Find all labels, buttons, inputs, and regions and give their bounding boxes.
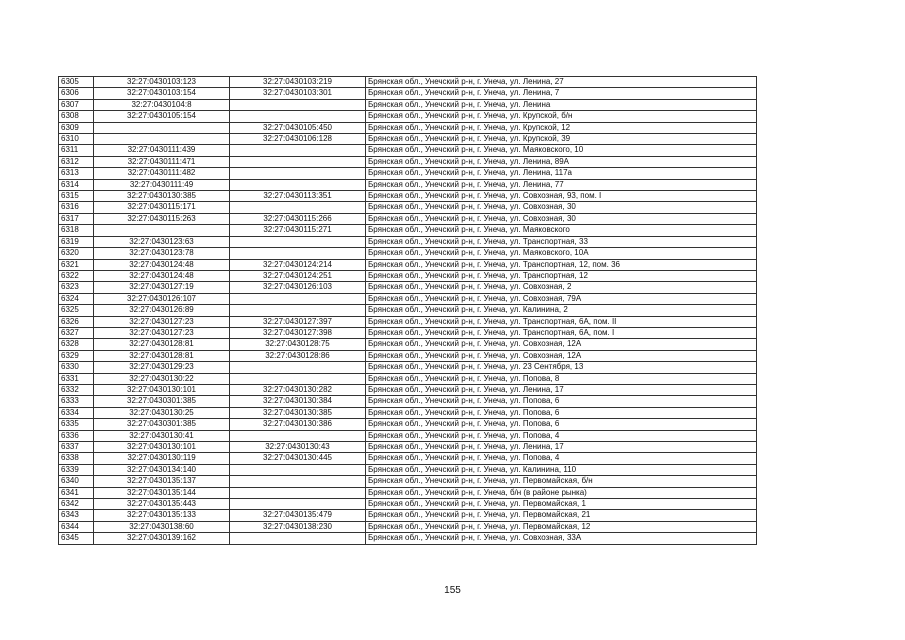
- building-cadastral-number-cell: [230, 168, 366, 179]
- land-cadastral-number-cell: 32:27:0430124:48: [94, 270, 230, 281]
- address-cell: Брянская обл., Унечский р-н, г. Унеча, ул. Совхозная, 12А: [366, 339, 757, 350]
- building-cadastral-number-cell: [230, 248, 366, 259]
- table-row: [59, 407, 757, 418]
- building-cadastral-number-cell: 32:27:0430130:43: [230, 442, 366, 453]
- row-number-cell: 6330: [59, 362, 94, 373]
- building-cadastral-number-cell: [230, 533, 366, 544]
- address-cell: Брянская обл., Унечский р-н, г. Унеча, ул. Транспортная, 33: [366, 236, 757, 247]
- land-cadastral-number-cell: 32:27:0430130:119: [94, 453, 230, 464]
- address-cell: Брянская обл., Унечский р-н, г. Унеча, ул. Первомайская, 12: [366, 521, 757, 532]
- building-cadastral-number-cell: 32:27:0430130:445: [230, 453, 366, 464]
- row-number-cell: 6342: [59, 499, 94, 510]
- address-cell: Брянская обл., Унечский р-н, г. Унеча, ул. Попова, 6: [366, 396, 757, 407]
- address-cell: Брянская обл., Унечский р-н, г. Унеча, ул. Ленина: [366, 99, 757, 110]
- row-number-cell: 6329: [59, 350, 94, 361]
- row-number-cell: 6325: [59, 305, 94, 316]
- address-cell: Брянская обл., Унечский р-н, г. Унеча, ул. Первомайская, 21: [366, 510, 757, 521]
- table-row: [59, 202, 757, 213]
- row-number-cell: 6336: [59, 430, 94, 441]
- land-cadastral-number-cell: 32:27:0430111:49: [94, 179, 230, 190]
- address-cell: Брянская обл., Унечский р-н, г. Унеча, ул. Маяковского: [366, 225, 757, 236]
- land-cadastral-number-cell: 32:27:0430139:162: [94, 533, 230, 544]
- address-cell: Брянская обл., Унечский р-н, г. Унеча, ул. Совхозная, 12А: [366, 350, 757, 361]
- building-cadastral-number-cell: [230, 99, 366, 110]
- address-cell: Брянская обл., Унечский р-н, г. Унеча, ул. Крупской, б/н: [366, 111, 757, 122]
- table-row: [59, 350, 757, 361]
- land-cadastral-number-cell: 32:27:0430135:443: [94, 499, 230, 510]
- address-cell: Брянская обл., Унечский р-н, г. Унеча, ул. Ленина, 17: [366, 442, 757, 453]
- row-number-cell: 6333: [59, 396, 94, 407]
- row-number-cell: 6311: [59, 145, 94, 156]
- row-number-cell: 6343: [59, 510, 94, 521]
- registry-table: [58, 76, 757, 545]
- building-cadastral-number-cell: [230, 487, 366, 498]
- row-number-cell: 6337: [59, 442, 94, 453]
- table-row: [59, 179, 757, 190]
- address-cell: Брянская обл., Унечский р-н, г. Унеча, ул. Первомайская, б/н: [366, 476, 757, 487]
- land-cadastral-number-cell: 32:27:0430103:154: [94, 88, 230, 99]
- row-number-cell: 6345: [59, 533, 94, 544]
- building-cadastral-number-cell: 32:27:0430105:450: [230, 122, 366, 133]
- land-cadastral-number-cell: [94, 134, 230, 145]
- table-row: [59, 327, 757, 338]
- building-cadastral-number-cell: 32:27:0430115:266: [230, 213, 366, 224]
- land-cadastral-number-cell: 32:27:0430127:19: [94, 282, 230, 293]
- land-cadastral-number-cell: 32:27:0430135:133: [94, 510, 230, 521]
- address-cell: Брянская обл., Унечский р-н, г. Унеча, ул. Ленина, 7: [366, 88, 757, 99]
- table-row: [59, 191, 757, 202]
- address-cell: Брянская обл., Унечский р-н, г. Унеча, ул. Ленина, 117а: [366, 168, 757, 179]
- table-row: [59, 362, 757, 373]
- table-row: [59, 111, 757, 122]
- building-cadastral-number-cell: [230, 156, 366, 167]
- building-cadastral-number-cell: 32:27:0430106:128: [230, 134, 366, 145]
- table-row: [59, 419, 757, 430]
- row-number-cell: 6320: [59, 248, 94, 259]
- row-number-cell: 6305: [59, 77, 94, 88]
- row-number-cell: 6319: [59, 236, 94, 247]
- land-cadastral-number-cell: 32:27:0430126:89: [94, 305, 230, 316]
- row-number-cell: 6314: [59, 179, 94, 190]
- row-number-cell: 6341: [59, 487, 94, 498]
- address-cell: Брянская обл., Унечский р-н, г. Унеча, ул. Калинина, 2: [366, 305, 757, 316]
- building-cadastral-number-cell: [230, 293, 366, 304]
- building-cadastral-number-cell: 32:27:0430127:398: [230, 327, 366, 338]
- building-cadastral-number-cell: [230, 236, 366, 247]
- table-row: [59, 156, 757, 167]
- address-cell: Брянская обл., Унечский р-н, г. Унеча, ул. Попова, 6: [366, 419, 757, 430]
- building-cadastral-number-cell: 32:27:0430130:282: [230, 384, 366, 395]
- table-row: [59, 533, 757, 544]
- building-cadastral-number-cell: [230, 179, 366, 190]
- address-cell: Брянская обл., Унечский р-н, г. Унеча, ул. Попова, 4: [366, 453, 757, 464]
- address-cell: Брянская обл., Унечский р-н, г. Унеча, ул. Совхозная, 79А: [366, 293, 757, 304]
- land-cadastral-number-cell: 32:27:0430111:439: [94, 145, 230, 156]
- row-number-cell: 6321: [59, 259, 94, 270]
- building-cadastral-number-cell: 32:27:0430128:86: [230, 350, 366, 361]
- land-cadastral-number-cell: 32:27:0430128:81: [94, 350, 230, 361]
- building-cadastral-number-cell: 32:27:0430103:219: [230, 77, 366, 88]
- address-cell: Брянская обл., Унечский р-н, г. Унеча, ул. Маяковского, 10А: [366, 248, 757, 259]
- row-number-cell: 6327: [59, 327, 94, 338]
- row-number-cell: 6322: [59, 270, 94, 281]
- land-cadastral-number-cell: 32:27:0430103:123: [94, 77, 230, 88]
- row-number-cell: 6328: [59, 339, 94, 350]
- land-cadastral-number-cell: 32:27:0430130:101: [94, 384, 230, 395]
- table-row: [59, 236, 757, 247]
- row-number-cell: 6339: [59, 464, 94, 475]
- land-cadastral-number-cell: 32:27:0430301:385: [94, 396, 230, 407]
- building-cadastral-number-cell: [230, 145, 366, 156]
- address-cell: Брянская обл., Унечский р-н, г. Унеча, ул. Ленина, 27: [366, 77, 757, 88]
- land-cadastral-number-cell: 32:27:0430301:385: [94, 419, 230, 430]
- table-row: [59, 464, 757, 475]
- land-cadastral-number-cell: 32:27:0430115:263: [94, 213, 230, 224]
- row-number-cell: 6335: [59, 419, 94, 430]
- building-cadastral-number-cell: 32:27:0430130:384: [230, 396, 366, 407]
- building-cadastral-number-cell: [230, 111, 366, 122]
- row-number-cell: 6318: [59, 225, 94, 236]
- registry-table-body: [59, 77, 757, 545]
- land-cadastral-number-cell: 32:27:0430135:144: [94, 487, 230, 498]
- building-cadastral-number-cell: 32:27:0430124:251: [230, 270, 366, 281]
- building-cadastral-number-cell: 32:27:0430138:230: [230, 521, 366, 532]
- land-cadastral-number-cell: 32:27:0430124:48: [94, 259, 230, 270]
- row-number-cell: 6310: [59, 134, 94, 145]
- row-number-cell: 6317: [59, 213, 94, 224]
- address-cell: Брянская обл., Унечский р-н, г. Унеча, ул. Совхозная, 2: [366, 282, 757, 293]
- land-cadastral-number-cell: 32:27:0430123:78: [94, 248, 230, 259]
- land-cadastral-number-cell: [94, 225, 230, 236]
- table-row: [59, 293, 757, 304]
- table-row: [59, 305, 757, 316]
- table-row: [59, 270, 757, 281]
- building-cadastral-number-cell: 32:27:0430103:301: [230, 88, 366, 99]
- address-cell: Брянская обл., Унечский р-н, г. Унеча, ул. Транспортная, 6А, пом. I: [366, 327, 757, 338]
- address-cell: Брянская обл., Унечский р-н, г. Унеча, б/н (в районе рынка): [366, 487, 757, 498]
- address-cell: Брянская обл., Унечский р-н, г. Унеча, ул. Ленина, 17: [366, 384, 757, 395]
- land-cadastral-number-cell: 32:27:0430105:154: [94, 111, 230, 122]
- building-cadastral-number-cell: 32:27:0430113:351: [230, 191, 366, 202]
- land-cadastral-number-cell: 32:27:0430138:60: [94, 521, 230, 532]
- address-cell: Брянская обл., Унечский р-н, г. Унеча, ул. Первомайская, 1: [366, 499, 757, 510]
- building-cadastral-number-cell: [230, 362, 366, 373]
- land-cadastral-number-cell: 32:27:0430130:25: [94, 407, 230, 418]
- land-cadastral-number-cell: 32:27:0430128:81: [94, 339, 230, 350]
- row-number-cell: 6307: [59, 99, 94, 110]
- row-number-cell: 6312: [59, 156, 94, 167]
- land-cadastral-number-cell: 32:27:0430135:137: [94, 476, 230, 487]
- land-cadastral-number-cell: [94, 122, 230, 133]
- table-row: [59, 316, 757, 327]
- table-row: [59, 88, 757, 99]
- land-cadastral-number-cell: 32:27:0430104:8: [94, 99, 230, 110]
- table-row: [59, 225, 757, 236]
- building-cadastral-number-cell: 32:27:0430126:103: [230, 282, 366, 293]
- row-number-cell: 6316: [59, 202, 94, 213]
- table-row: [59, 521, 757, 532]
- building-cadastral-number-cell: [230, 305, 366, 316]
- building-cadastral-number-cell: [230, 464, 366, 475]
- row-number-cell: 6340: [59, 476, 94, 487]
- address-cell: Брянская обл., Унечский р-н, г. Унеча, ул. Калинина, 110: [366, 464, 757, 475]
- address-cell: Брянская обл., Унечский р-н, г. Унеча, ул. Маяковского, 10: [366, 145, 757, 156]
- table-row: [59, 145, 757, 156]
- table-row: [59, 134, 757, 145]
- land-cadastral-number-cell: 32:27:0430123:63: [94, 236, 230, 247]
- table-row: [59, 430, 757, 441]
- row-number-cell: 6344: [59, 521, 94, 532]
- address-cell: Брянская обл., Унечский р-н, г. Унеча, ул. Крупской, 12: [366, 122, 757, 133]
- land-cadastral-number-cell: 32:27:0430130:101: [94, 442, 230, 453]
- table-row: [59, 453, 757, 464]
- row-number-cell: 6338: [59, 453, 94, 464]
- table-row: [59, 168, 757, 179]
- address-cell: Брянская обл., Унечский р-н, г. Унеча, ул. Попова, 4: [366, 430, 757, 441]
- table-row: [59, 487, 757, 498]
- address-cell: Брянская обл., Унечский р-н, г. Унеча, ул. Совхозная, 93, пом. I: [366, 191, 757, 202]
- table-row: [59, 476, 757, 487]
- building-cadastral-number-cell: 32:27:0430127:397: [230, 316, 366, 327]
- row-number-cell: 6315: [59, 191, 94, 202]
- building-cadastral-number-cell: [230, 430, 366, 441]
- table-row: [59, 396, 757, 407]
- building-cadastral-number-cell: 32:27:0430130:385: [230, 407, 366, 418]
- table-row: [59, 77, 757, 88]
- table-row: [59, 213, 757, 224]
- building-cadastral-number-cell: 32:27:0430135:479: [230, 510, 366, 521]
- table-row: [59, 248, 757, 259]
- land-cadastral-number-cell: 32:27:0430115:171: [94, 202, 230, 213]
- table-row: [59, 442, 757, 453]
- land-cadastral-number-cell: 32:27:0430129:23: [94, 362, 230, 373]
- building-cadastral-number-cell: [230, 202, 366, 213]
- row-number-cell: 6308: [59, 111, 94, 122]
- building-cadastral-number-cell: [230, 373, 366, 384]
- building-cadastral-number-cell: 32:27:0430130:386: [230, 419, 366, 430]
- land-cadastral-number-cell: 32:27:0430111:471: [94, 156, 230, 167]
- address-cell: Брянская обл., Унечский р-н, г. Унеча, ул. Транспортная, 6А, пом. II: [366, 316, 757, 327]
- address-cell: Брянская обл., Унечский р-н, г. Унеча, ул. Ленина, 89А: [366, 156, 757, 167]
- address-cell: Брянская обл., Унечский р-н, г. Унеча, ул. Ленина, 77: [366, 179, 757, 190]
- address-cell: Брянская обл., Унечский р-н, г. Унеча, ул. Совхозная, 30: [366, 213, 757, 224]
- table-row: [59, 339, 757, 350]
- building-cadastral-number-cell: [230, 476, 366, 487]
- address-cell: Брянская обл., Унечский р-н, г. Унеча, ул. Совхозная, 30: [366, 202, 757, 213]
- row-number-cell: 6334: [59, 407, 94, 418]
- land-cadastral-number-cell: 32:27:0430134:140: [94, 464, 230, 475]
- table-row: [59, 499, 757, 510]
- row-number-cell: 6323: [59, 282, 94, 293]
- building-cadastral-number-cell: 32:27:0430115:271: [230, 225, 366, 236]
- row-number-cell: 6331: [59, 373, 94, 384]
- row-number-cell: 6326: [59, 316, 94, 327]
- address-cell: Брянская обл., Унечский р-н, г. Унеча, ул. Попова, 6: [366, 407, 757, 418]
- row-number-cell: 6309: [59, 122, 94, 133]
- land-cadastral-number-cell: 32:27:0430127:23: [94, 316, 230, 327]
- row-number-cell: 6324: [59, 293, 94, 304]
- table-row: [59, 122, 757, 133]
- address-cell: Брянская обл., Унечский р-н, г. Унеча, ул. Крупской, 39: [366, 134, 757, 145]
- table-row: [59, 510, 757, 521]
- table-row: [59, 259, 757, 270]
- land-cadastral-number-cell: 32:27:0430130:385: [94, 191, 230, 202]
- table-row: [59, 282, 757, 293]
- table-row: [59, 384, 757, 395]
- page-number: 155: [444, 585, 461, 596]
- address-cell: Брянская обл., Унечский р-н, г. Унеча, ул. Совхозная, 33А: [366, 533, 757, 544]
- address-cell: Брянская обл., Унечский р-н, г. Унеча, ул. Попова, 8: [366, 373, 757, 384]
- land-cadastral-number-cell: 32:27:0430126:107: [94, 293, 230, 304]
- table-row: [59, 99, 757, 110]
- table-row: [59, 373, 757, 384]
- address-cell: Брянская обл., Унечский р-н, г. Унеча, ул. Транспортная, 12, пом. 36: [366, 259, 757, 270]
- row-number-cell: 6313: [59, 168, 94, 179]
- row-number-cell: 6306: [59, 88, 94, 99]
- row-number-cell: 6332: [59, 384, 94, 395]
- address-cell: Брянская обл., Унечский р-н, г. Унеча, ул. Транспортная, 12: [366, 270, 757, 281]
- land-cadastral-number-cell: 32:27:0430111:482: [94, 168, 230, 179]
- land-cadastral-number-cell: 32:27:0430130:41: [94, 430, 230, 441]
- building-cadastral-number-cell: [230, 499, 366, 510]
- address-cell: Брянская обл., Унечский р-н, г. Унеча, ул. 23 Сентября, 13: [366, 362, 757, 373]
- building-cadastral-number-cell: 32:27:0430128:75: [230, 339, 366, 350]
- land-cadastral-number-cell: 32:27:0430127:23: [94, 327, 230, 338]
- land-cadastral-number-cell: 32:27:0430130:22: [94, 373, 230, 384]
- building-cadastral-number-cell: 32:27:0430124:214: [230, 259, 366, 270]
